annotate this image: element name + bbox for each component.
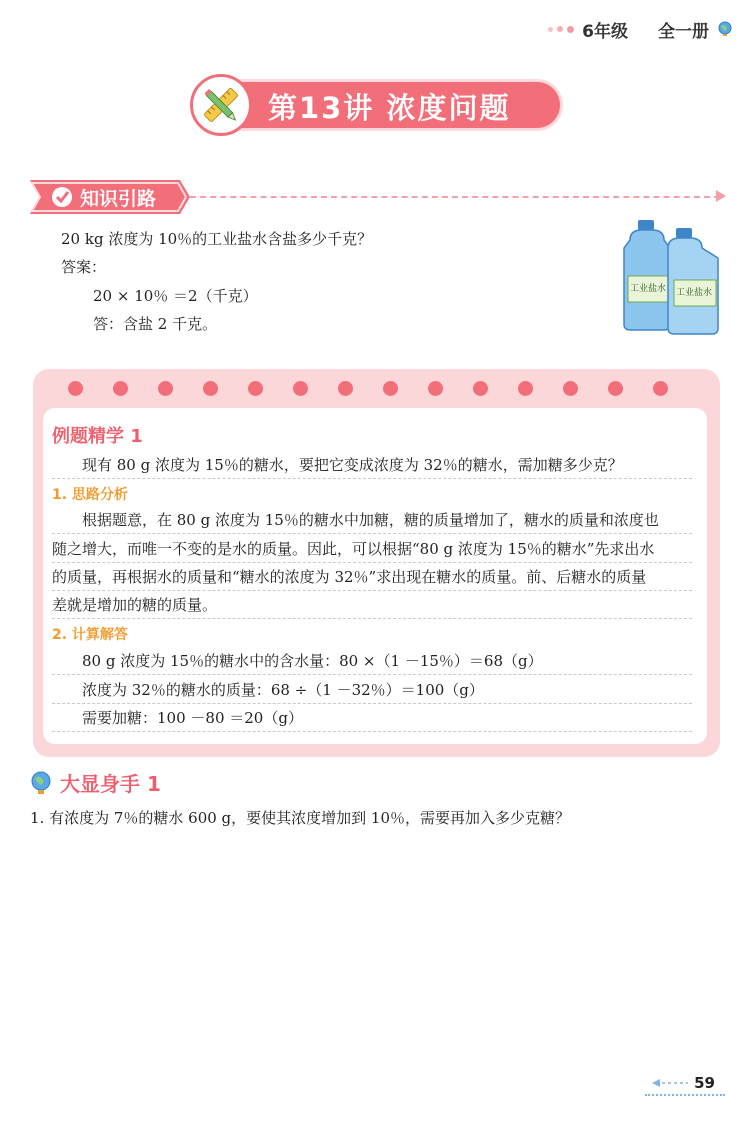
practice-question: 1. 有浓度为 7％的糖水 600 g，要使其浓度增加到 10％，需要再加入多少克糖？ [30, 809, 571, 827]
decor-dots [548, 26, 574, 33]
solution-line: 浓度为 32％的糖水的质量：68 ÷（1 －32％）＝100（g） [52, 676, 692, 704]
page-number: 59 [694, 1074, 715, 1092]
ruler-pencil-icon [190, 74, 252, 136]
grade-label: 6年级 [582, 21, 628, 42]
solution-line: 80 g 浓度为 15％的糖水中的含水量：80 ×（1 －15％）＝68（g） [52, 647, 692, 675]
dashed-divider [190, 196, 720, 198]
page-footer [652, 1074, 715, 1092]
example-title: 例题精学 1 [52, 426, 143, 447]
knowledge-calc: 20 × 10％ ＝2（千克） [93, 287, 258, 305]
knowledge-question: 20 kg 浓度为 10％的工业盐水含盐多少千克？ [61, 230, 373, 248]
salt-water-bottles-illustration [620, 218, 732, 336]
decor-dots-row [68, 381, 668, 396]
solution-line: 需要加糖：100 －80 ＝20（g） [52, 704, 692, 732]
analysis-line: 差就是增加的糖的质量。 [52, 591, 692, 619]
analysis-line: 的质量，再根据水的质量和“糖水的浓度为 32％”求出现在糖水的质量。前、后糖水的质量 [52, 563, 692, 591]
analysis-line: 随之增大，而唯一不变的是水的质量。因此，可以根据“80 g 浓度为 15％的糖水”先求出水 [52, 535, 692, 563]
page-header [548, 18, 733, 40]
solution-heading: 2. 计算解答 [52, 627, 128, 643]
knowledge-answer: 答：含盐 2 千克。 [93, 315, 218, 333]
bottle-label: 工业盐水 [676, 288, 713, 298]
practice-heading [30, 768, 161, 797]
bottle-label: 工业盐水 [630, 284, 667, 294]
analysis-heading: 1. 思路分析 [52, 487, 128, 503]
volume-label: 全一册 [658, 21, 709, 42]
lesson-title-banner [190, 74, 565, 136]
practice-label: 大显身手 1 [60, 772, 161, 796]
answer-label: 答案： [61, 258, 107, 276]
globe-icon [30, 771, 52, 795]
arrow-left-icon [652, 1078, 688, 1088]
globe-icon [717, 21, 733, 37]
bottle-icon [620, 218, 732, 336]
arrow-right-icon [716, 190, 726, 202]
lesson-title: 第13讲 浓度问题 [268, 91, 511, 125]
knowledge-label: 知识引路 [80, 188, 157, 210]
analysis-line: 根据题意，在 80 g 浓度为 15％的糖水中加糖，糖的质量增加了，糖水的质量和浓度也 [52, 506, 692, 534]
footer-dotted-line [645, 1094, 725, 1096]
example-question: 现有 80 g 浓度为 15％的糖水，要把它变成浓度为 32％的糖水，需加糖多少克？ [52, 451, 692, 479]
